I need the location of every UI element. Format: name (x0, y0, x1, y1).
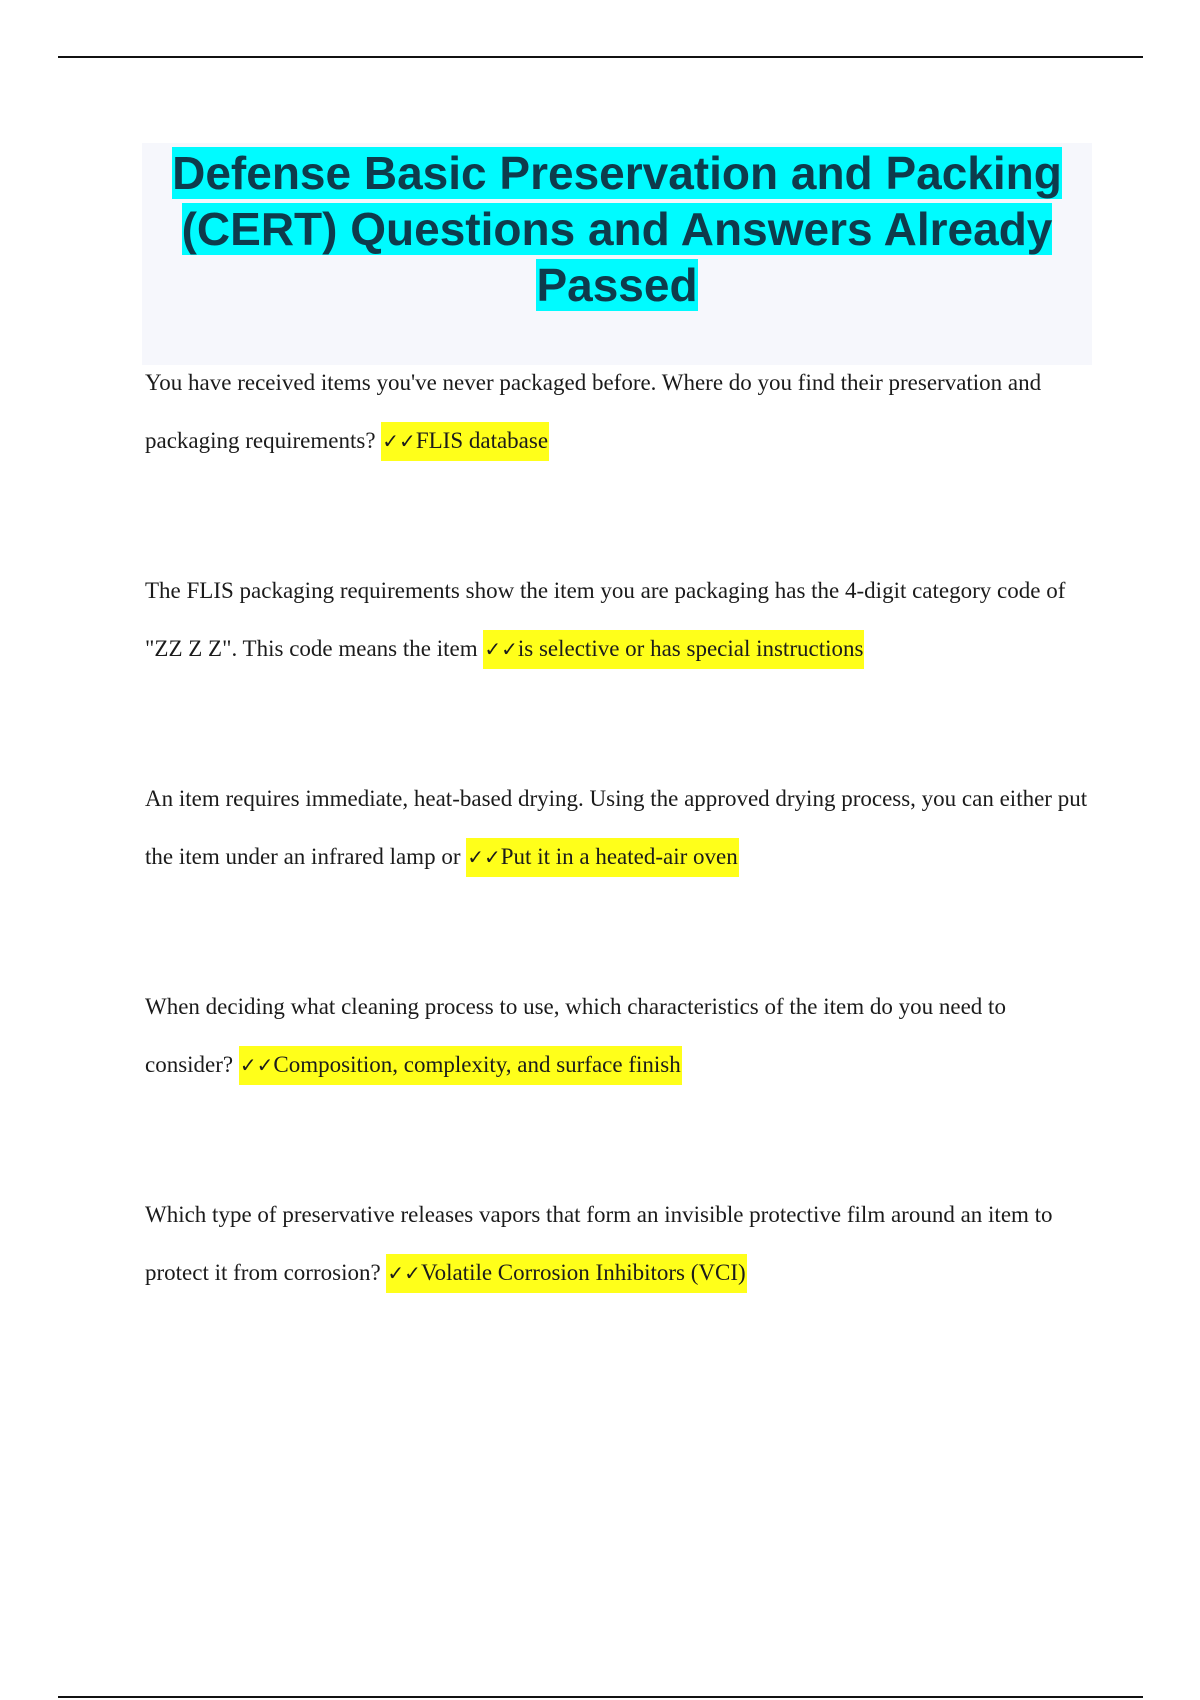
check-mark-icon: ✓✓ (484, 637, 518, 661)
question-block-3 (145, 770, 1095, 886)
check-mark-icon: ✓✓ (382, 429, 416, 453)
document-title: Defense Basic Preservation and Packing (CERT) Questions and Answers Already Passed (172, 147, 1062, 311)
check-mark-icon: ✓✓ (467, 845, 501, 869)
top-divider (58, 56, 1143, 58)
answer-text: Composition, complexity, and surface finish (273, 1052, 681, 1077)
answer-highlight (386, 1254, 746, 1293)
answer-highlight (466, 838, 738, 877)
bottom-divider (58, 1696, 1143, 1698)
question-text: You have received items you've never packaged before. Where do you find their preservation and packaging requirements? (145, 370, 1042, 453)
answer-highlight (381, 422, 549, 461)
question-text: Which type of preservative releases vapors that form an invisible protective film around an item to protect it from corrosion? (145, 1202, 1053, 1285)
question-block-2 (145, 562, 1095, 678)
answer-text: FLIS database (415, 428, 549, 453)
answer-text: is selective or has special instructions (517, 636, 864, 661)
question-block-5 (145, 1186, 1095, 1302)
answer-highlight (239, 1046, 682, 1085)
answer-highlight (483, 630, 864, 669)
question-text: The FLIS packaging requirements show the item you are packaging has the 4-digit category code of "ZZ Z Z". This code means the item (145, 578, 1066, 661)
question-block-1 (145, 354, 1095, 470)
answer-text: Volatile Corrosion Inhibitors (VCI) (420, 1260, 746, 1285)
title-block (142, 143, 1092, 365)
question-text: An item requires immediate, heat-based drying. Using the approved drying process, you can either put the item under an infrared lamp or (145, 786, 1088, 869)
answer-text: Put it in a heated-air oven (500, 844, 738, 869)
question-text: When deciding what cleaning process to use, which characteristics of the item do you need to consider? (145, 994, 1006, 1077)
check-mark-icon: ✓✓ (387, 1261, 421, 1285)
check-mark-icon: ✓✓ (239, 1053, 274, 1077)
question-block-4 (145, 978, 1095, 1094)
